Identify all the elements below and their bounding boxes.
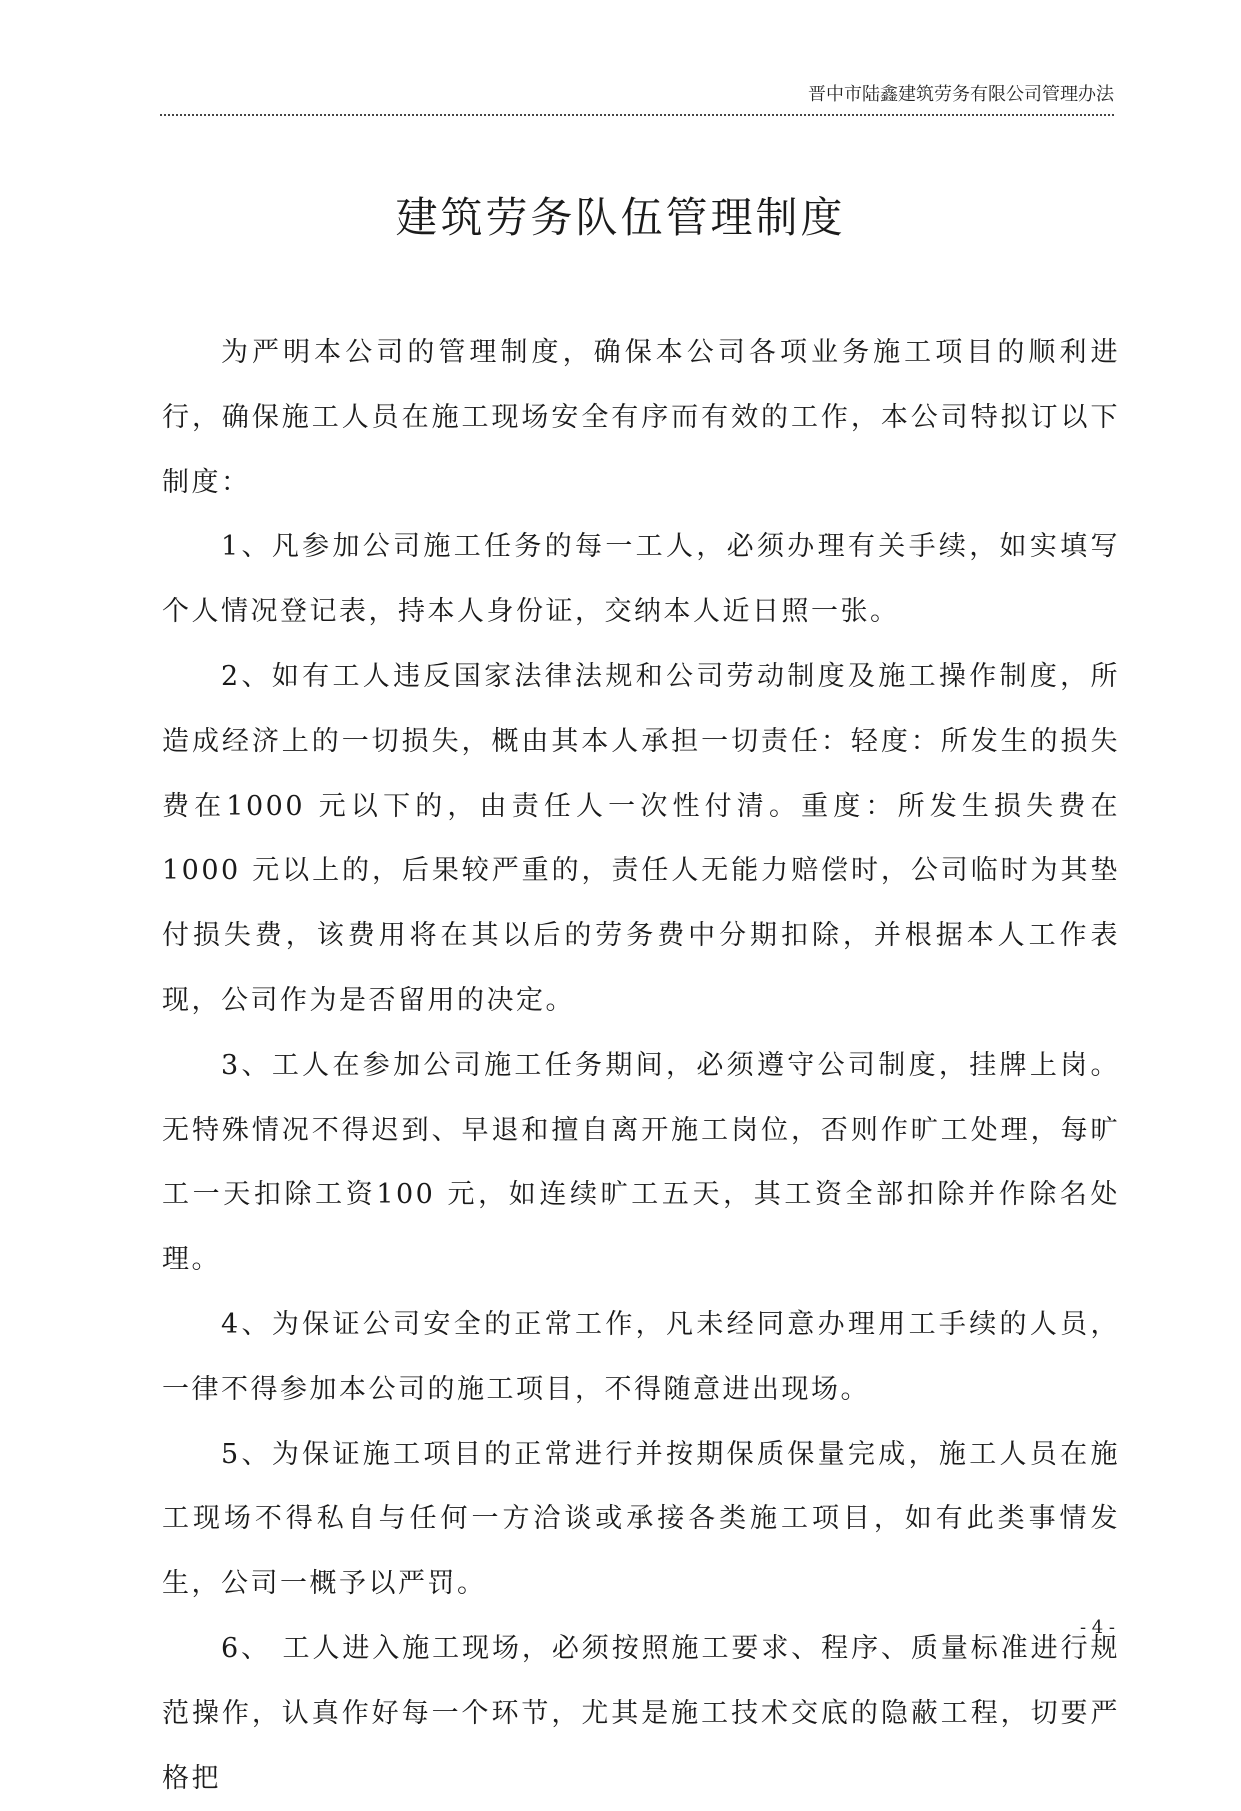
page-number: - 4 -: [1079, 1617, 1115, 1638]
paragraph-intro: 为严明本公司的管理制度，确保本公司各项业务施工项目的顺利进行，确保施工人员在施工现场安全有序而有效的工作，本公司特拟订以下制度：: [162, 337, 1120, 498]
paragraph-rule-6: 6、 工人进入施工现场，必须按照施工要求、程序、质量标准进行规范操作，认真作好每一个环节，尤其是施工技术交底的隐蔽工程，切要严格把: [162, 1632, 1120, 1794]
running-header: [160, 84, 1114, 116]
paragraph-rule-5: 5、为保证施工项目的正常进行并按期保质保量完成，施工人员在施工现场不得私自与任何一方洽谈或承接各类施工项目，如有此类事情发生，公司一概予以严罚。: [162, 1438, 1120, 1600]
header-text: 晋中市陆鑫建筑劳务有限公司管理办法: [808, 84, 1114, 105]
document-body: [162, 321, 1120, 1811]
paragraph-rule-2: 2、如有工人违反国家法律法规和公司劳动制度及施工操作制度，所造成经济上的一切损失，概由其本人承担一切责任：轻度：所发生的损失费在1000 元以下的，由责任人一次性付清。重度：所发生损失费在1000 元以上的，后果较严重的，责任人无能力赔偿时，公司临时为其垫付损失费，该费用将在其以后的劳务费中分期扣除，并根据本人工作表现，公司作为是否留用的决定。: [162, 660, 1120, 1016]
paragraph-rule-4: 4、为保证公司安全的正常工作，凡未经同意办理用工手续的人员，一律不得参加本公司的施工项目，不得随意进出现场。: [162, 1308, 1120, 1405]
paragraph-rule-3: 3、工人在参加公司施工任务期间，必须遵守公司制度，挂牌上岗。无特殊情况不得迟到、早退和擅自离开施工岗位，否则作旷工处理，每旷工一天扣除工资100 元，如连续旷工五天，其工资全部扣除并作除名处理。: [162, 1049, 1120, 1276]
document-title: 建筑劳务队伍管理制度: [395, 193, 846, 243]
paragraph-rule-1: 1、凡参加公司施工任务的每一工人，必须办理有关手续，如实填写个人情况登记表，持本人身份证，交纳本人近日照一张。: [162, 531, 1120, 628]
